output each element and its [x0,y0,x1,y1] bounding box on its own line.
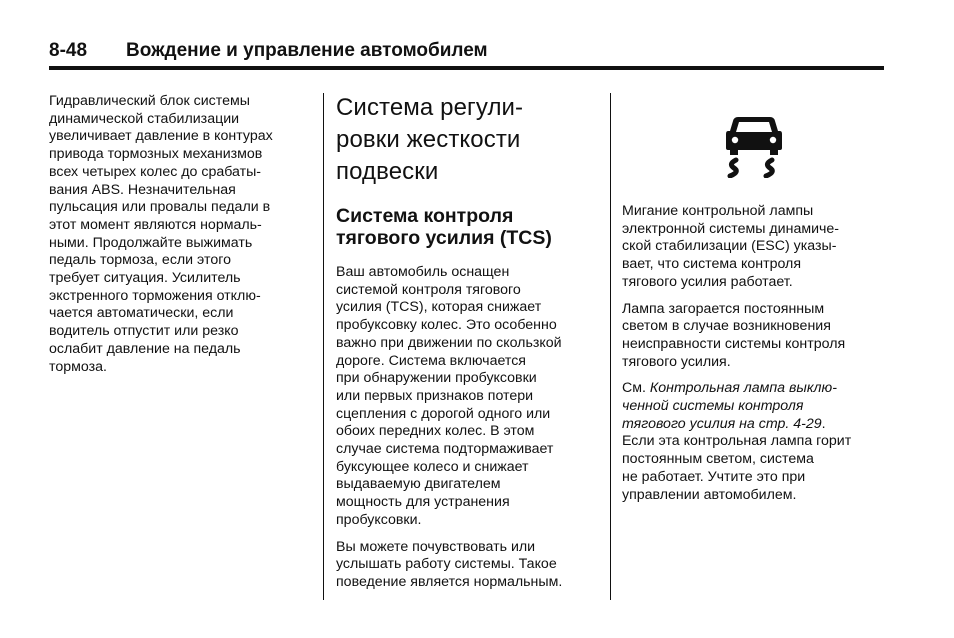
text-line: Вы можете почувствовать или [336,538,536,555]
text-line: Лампа загорается постоянным [622,300,825,317]
text-line: системой контроля тягового [336,281,521,298]
text-line: этот момент являются нормаль- [49,216,262,233]
text-line: привода тормозных механизмов [49,146,263,163]
paragraph-brake-assist [49,93,311,376]
text-line: выдаваемую двигателем [336,476,501,493]
title-line: Система регули- [336,94,524,121]
text-line: пробуксовку колес. Это особенно [336,317,557,334]
text-line: усилия (TCS), которая снижает [336,299,542,316]
paragraph-gap [622,371,884,380]
paragraph-gap [622,292,884,301]
text-line: увеличивает давление в контурах [49,128,273,145]
text-line: неисправности системы контроля [622,335,846,352]
text-line: Мигание контрольной лампы [622,203,814,219]
text-line: экстренного торможения отклю- [49,287,261,304]
text-line: дороге. Система включается [336,352,526,369]
subtitle-line: Система контроля [336,205,514,227]
text-line: тормоза. [49,358,107,375]
text-line: светом в случае возникновения [622,318,831,335]
text-line: Ваш автомобиль оснащен [336,264,510,280]
skidding-car-icon [722,112,786,178]
text-line: ослабит давление на педаль [49,340,241,357]
paragraph-lamp-steady [622,301,884,372]
section-title [336,92,598,188]
text-line: электронной системы динамиче- [622,220,840,237]
text-line: обоих передних колес. В этом [336,423,535,440]
text-line: ской стабилизации (ESC) указы- [622,238,837,255]
subtitle-line: тягового усилия (TCS) [336,227,552,249]
text-line: вает, что система контроля [622,256,802,273]
text-line: тягового усилия. [622,353,731,370]
text-line: не работает. Учтите это при [622,468,806,485]
column-right [622,203,884,504]
text-line: Если эта контрольная лампа горит [622,433,852,450]
text-line: вания ABS. Незначительная [49,181,236,198]
title-line: подвески [336,158,439,185]
column-left [49,93,311,376]
text-line: педаль тормоза, если этого [49,252,231,269]
column-divider-left [323,93,324,600]
text-line: поведение является нормальным. [336,573,563,590]
text-line: всех четырех колес до срабаты- [49,163,262,180]
text-line: постоянным светом, система [622,451,814,468]
column-middle [336,92,598,592]
text-line: услышать работу системы. Такое [336,556,557,573]
paragraph-tcs-description [336,264,598,530]
text-line: сцепления с дорогой одного или [336,405,551,422]
text-line: ными. Продолжайте выжимать [49,234,253,251]
text-line: пульсация или провалы педали в [49,199,271,216]
reference-text: тягового усилия на стр. 4-29 [622,415,822,432]
reference-text: ченной системы контроля [622,398,804,415]
text-line: управлении автомобилем. [622,486,797,503]
paragraph-gap [336,530,598,539]
page-header [49,40,884,70]
text-line: чается автоматически, если [49,305,234,322]
subsection-title [336,205,598,249]
page-number: 8-48 [49,40,88,61]
reference-prefix: См. [622,380,650,397]
text-line: водитель отпустит или резко [49,323,239,340]
text-line: Гидравлический блок системы [49,93,250,109]
paragraph-see-reference [622,380,884,504]
chapter-title: Вождение и управление автомобилем [126,40,488,61]
text-line: важно при движении по скользкой [336,334,562,351]
title-line: ровки жесткости [336,126,521,153]
text-line: требует ситуация. Усилитель [49,270,241,287]
reference-suffix: . [821,415,826,432]
text-line: буксующее колесо и снижает [336,458,529,475]
cross-reference-link[interactable] [622,380,837,431]
paragraph-esc-flashing [622,203,884,292]
text-line: пробуксовки. [336,511,422,528]
text-line: тягового усилия работает. [622,273,793,290]
column-divider-right [610,93,611,600]
text-line: динамической стабилизации [49,110,240,127]
text-line: или первых признаков потери [336,387,534,404]
paragraph-tcs-normal-behavior [336,539,598,592]
text-line: случае система подтормаживает [336,441,554,458]
text-line: при обнаружении пробуксовки [336,370,537,387]
reference-text: Контрольная лампа выклю- [649,380,837,397]
text-line: мощность для устранения [336,494,510,511]
